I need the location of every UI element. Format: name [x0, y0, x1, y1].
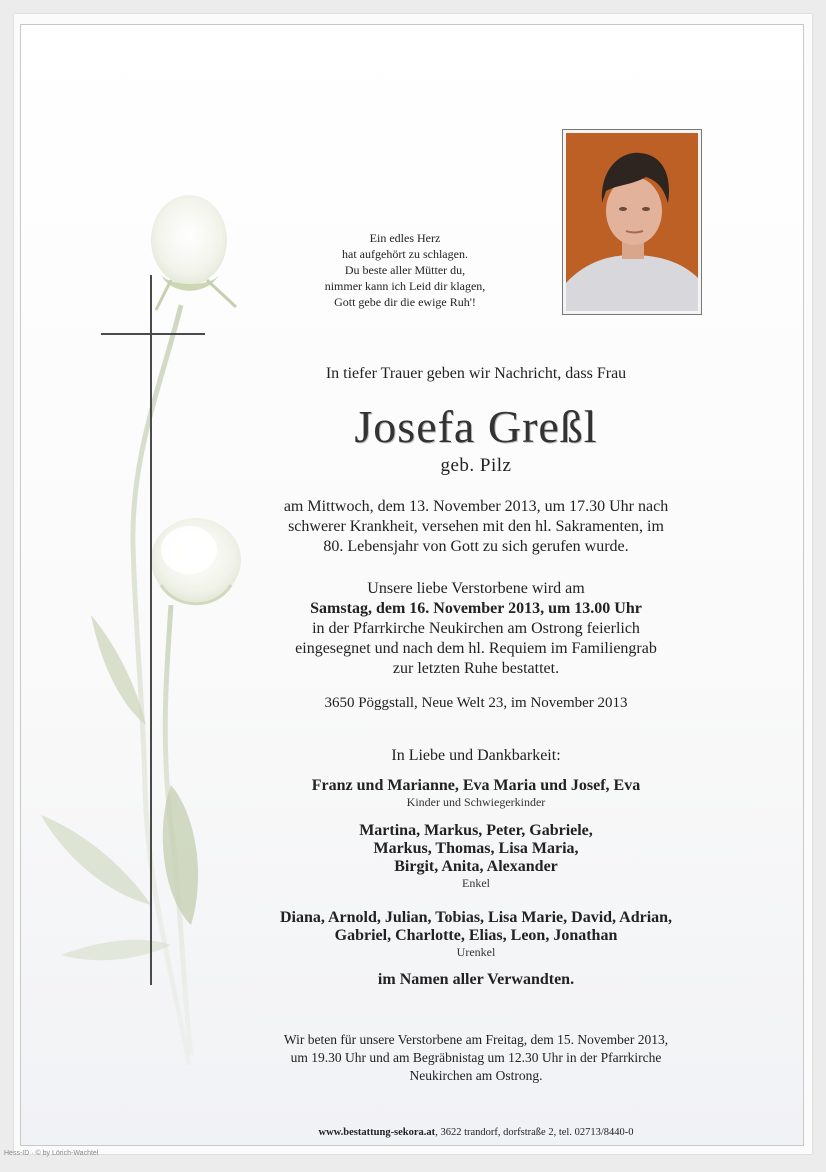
- mourner-group-children: [226, 777, 726, 809]
- funeral-info: [226, 579, 726, 679]
- poem-line: nimmer kann ich Leid dir klagen,: [324, 279, 486, 293]
- mourner-names: Diana, Arnold, Julian, Tobias, Lisa Marie, David, Adrian,: [279, 909, 673, 926]
- intro-text: In tiefer Trauer geben wir Nachricht, dass Frau: [325, 365, 627, 382]
- text-line: 80. Lebensjahr von Gott zu sich gerufen wurde.: [323, 538, 629, 555]
- closing-line: im Namen aller Verwandten.: [377, 971, 575, 988]
- mourner-group-grandchildren: [226, 822, 726, 890]
- portrait-image: [566, 133, 698, 311]
- mourner-names: Martina, Markus, Peter, Gabriele,: [359, 822, 593, 839]
- mourners-heading: In Liebe und Dankbarkeit:: [391, 747, 561, 764]
- text-line: Neukirchen am Ostrong.: [409, 1068, 543, 1083]
- obituary-frame: [20, 24, 804, 1146]
- deceased-name: Josefa Greßl: [354, 401, 598, 452]
- mourner-relation: Kinder und Schwiegerkinder: [406, 795, 546, 809]
- text-line: schwerer Krankheit, versehen mit den hl. Sakramenten, im: [288, 518, 664, 535]
- poem-line: Gott gebe dir die ewige Ruh'!: [334, 295, 476, 309]
- text-line: am Mittwoch, dem 13. November 2013, um 17.30 Uhr nach: [283, 498, 669, 515]
- death-announcement: [226, 497, 726, 557]
- funeral-home-footer: [226, 1127, 726, 1138]
- mourner-names: Franz und Marianne, Eva Maria und Josef, Eva: [311, 777, 641, 794]
- obituary-sheet: [14, 14, 812, 1154]
- mourner-relation: Enkel: [462, 876, 490, 890]
- mourner-group-great-grandchildren: [226, 909, 726, 959]
- text-line: eingesegnet und nach dem hl. Requiem im Familiengrab: [295, 640, 657, 657]
- poem-line: Du beste aller Mütter du,: [344, 263, 466, 277]
- mourner-names: Markus, Thomas, Lisa Maria,: [373, 840, 579, 857]
- mourner-names: Birgit, Anita, Alexander: [394, 858, 558, 875]
- mourner-relation: Urenkel: [456, 945, 496, 959]
- prayer-info: [226, 1031, 726, 1085]
- portrait-photo: [562, 129, 702, 315]
- maiden-name: geb. Pilz: [440, 455, 512, 476]
- text-line: Unsere liebe Verstorbene wird am: [367, 580, 585, 597]
- text-line: um 19.30 Uhr und am Begräbnistag um 12.30 Uhr in der Pfarrkirche: [290, 1050, 662, 1065]
- image-credit: Hess-ID · © by Lörich-Wachtel: [4, 1150, 99, 1157]
- poem-line: hat aufgehört zu schlagen.: [342, 247, 468, 261]
- footer-address: , 3622 trandorf, dorfstraße 2, tel. 02713/8440-0: [435, 1127, 634, 1138]
- text-line: in der Pfarrkirche Neukirchen am Ostrong feierlich: [312, 620, 640, 637]
- place-date: 3650 Pöggstall, Neue Welt 23, im November 2013: [324, 695, 628, 711]
- funeral-date: Samstag, dem 16. November 2013, um 13.00 Uhr: [310, 600, 642, 617]
- poem: [291, 230, 519, 310]
- text-line: zur letzten Ruhe bestattet.: [392, 660, 560, 677]
- poem-line: Ein edles Herz: [369, 231, 441, 245]
- cross-icon-bar: [101, 333, 205, 335]
- text-line: Wir beten für unsere Verstorbene am Freitag, dem 15. November 2013,: [283, 1032, 669, 1047]
- mourner-names: Gabriel, Charlotte, Elias, Leon, Jonathan: [334, 927, 618, 944]
- cross-icon: [150, 275, 152, 985]
- footer-website[interactable]: www.bestattung-sekora.at: [318, 1127, 436, 1138]
